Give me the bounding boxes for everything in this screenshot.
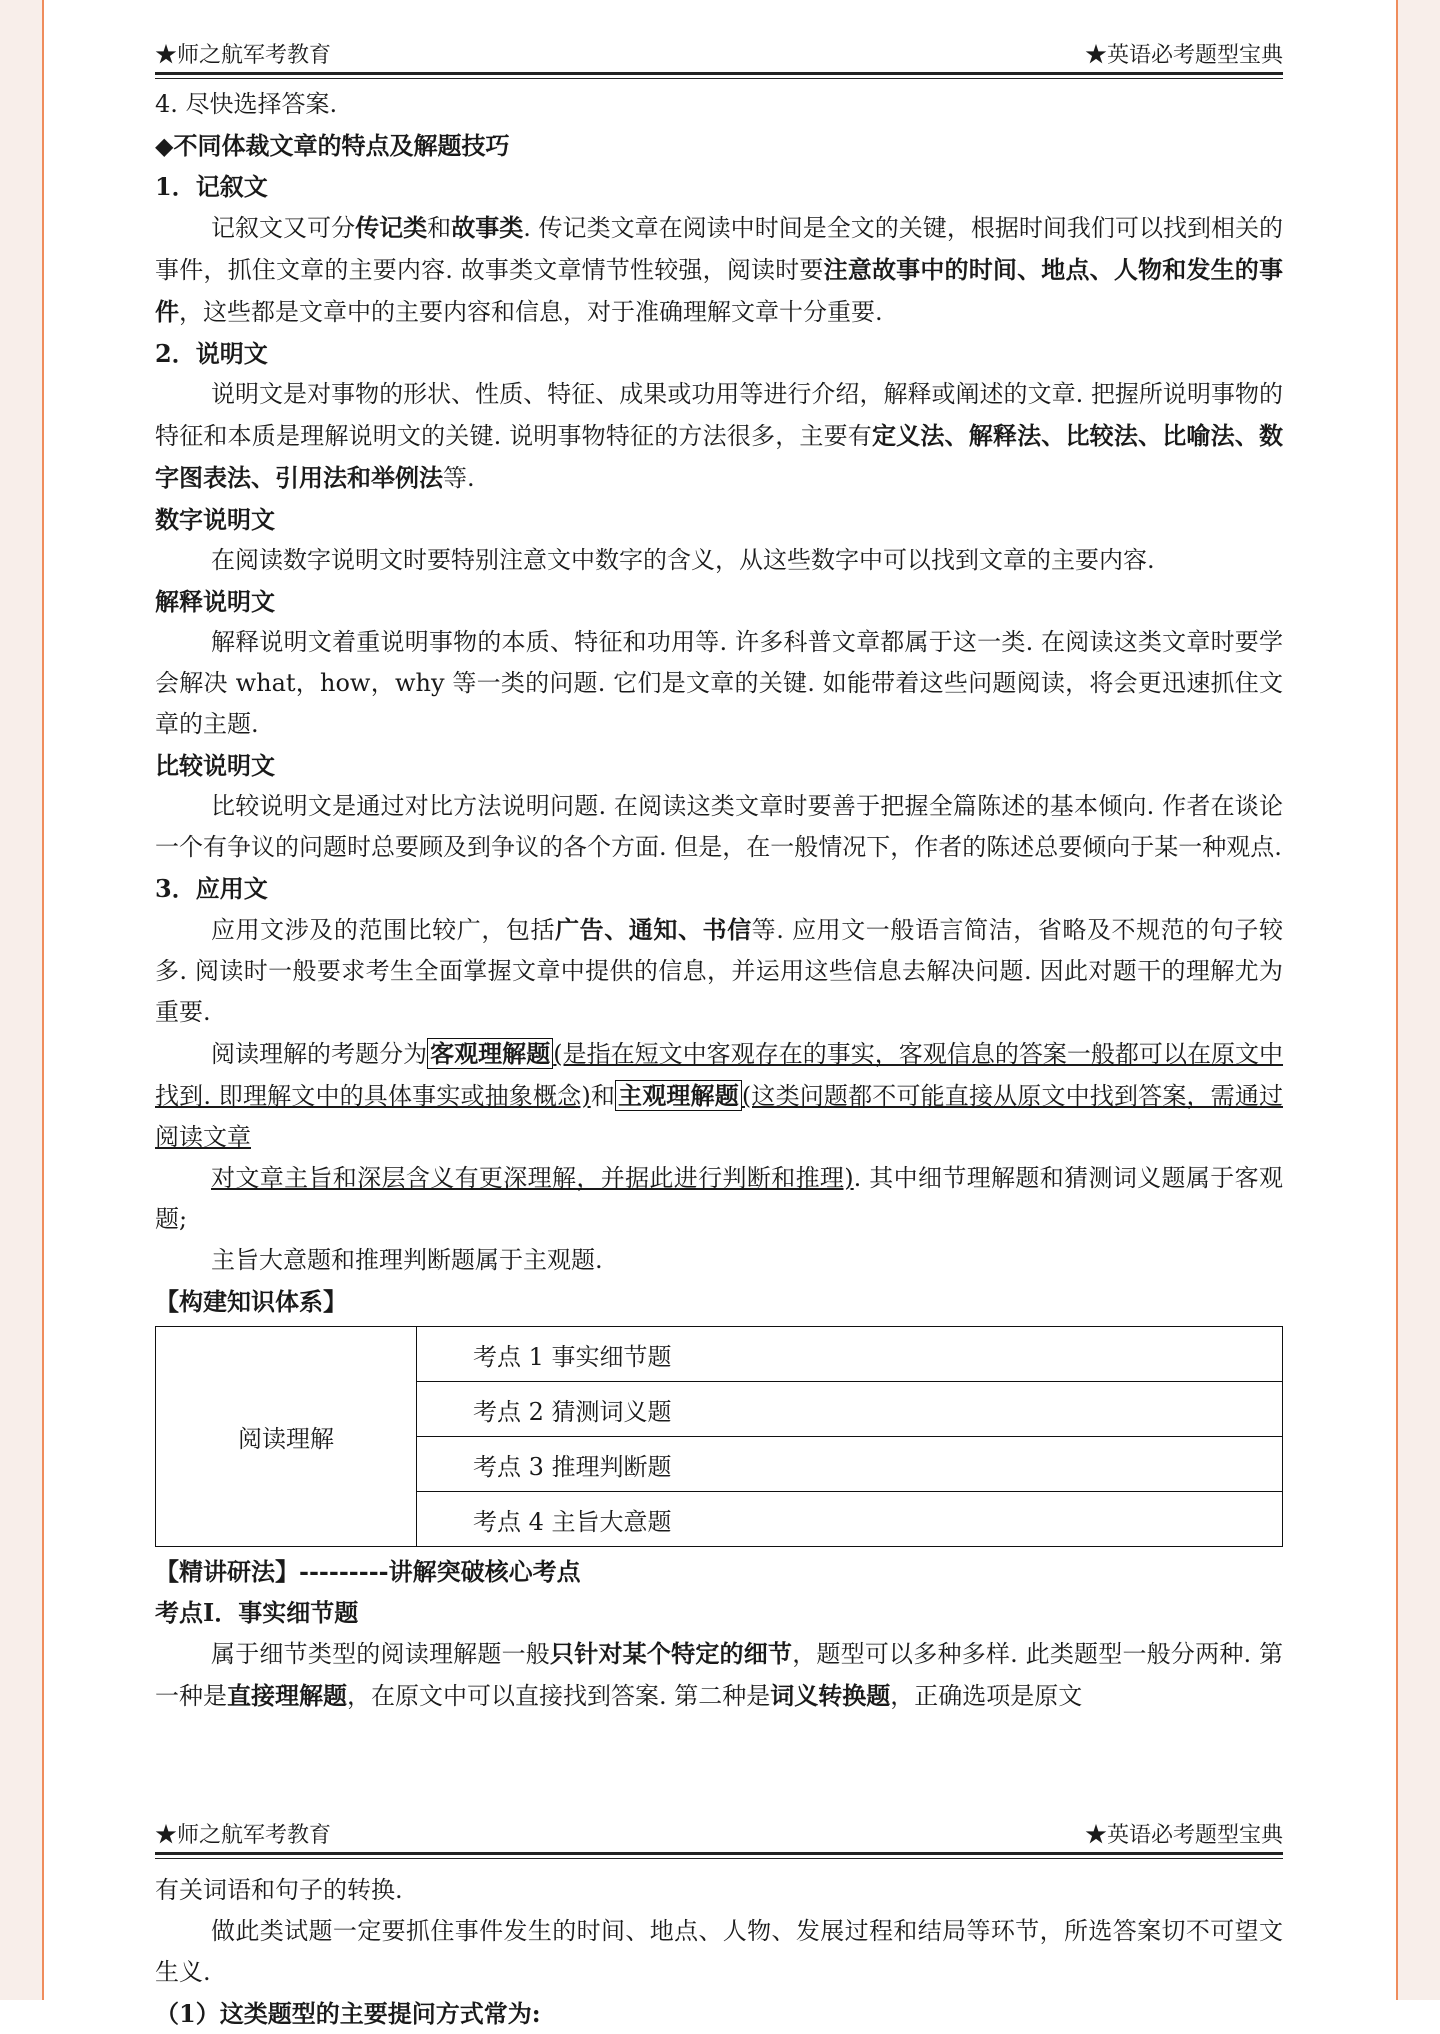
page-2-subheading: （1）这类题型的主要提问方式常为: bbox=[155, 1999, 541, 2028]
narrative-paragraph: 记叙文又可分传记类和故事类. 传记类文章在阅读中时间是全文的关键，根据时间我们可以找到相关的事件，抓住文章的主要内容. 故事类文章情节性较强，阅读时要注意故事中的时间、地点、人物和发生的事件，这些都是文章中的主要内容和信息，对于准确理解文章十分重要. bbox=[155, 213, 1284, 326]
page-2 bbox=[155, 1780, 1283, 2028]
header-rule-thin bbox=[155, 1858, 1283, 1859]
table-point-3: 考点 3 推理判断题 bbox=[417, 1437, 1283, 1492]
compare-paragraph: 比较说明文是通过对比方法说明问题. 在阅读这类文章时要善于把握全篇陈述的基本倾向. 作者在谈论一个有争议的问题时总要顾及到争议的各个方面. 但是，在一般情况下，作者的陈述总要倾向于某一种观点. bbox=[155, 792, 1283, 861]
header-left-title: ★师之航军考教育 bbox=[155, 43, 332, 68]
table-point-4: 考点 4 主旨大意题 bbox=[417, 1492, 1283, 1547]
page-2-body bbox=[155, 1870, 1283, 2034]
subjective-summary: 主旨大意题和推理判断题属于主观题. bbox=[211, 1246, 603, 1274]
page-1-body bbox=[155, 84, 1283, 1717]
left-frame-line bbox=[42, 0, 44, 2000]
page-2-paragraph: 做此类试题一定要抓住事件发生的时间、地点、人物、发展过程和结局等环节，所选答案切不可望文生义. bbox=[155, 1917, 1283, 1986]
point-1-paragraph: 属于细节类型的阅读理解题一般只针对某个特定的细节，题型可以多种多样. 此类题型一般分两种. 第一种是直接理解题，在原文中可以直接找到答案. 第二种是词义转换题，正确选项是原文 bbox=[155, 1639, 1284, 1710]
practical-heading: 3．应用文 bbox=[155, 874, 268, 903]
page-header bbox=[155, 0, 1283, 72]
build-knowledge-heading: 【构建知识体系】 bbox=[155, 1287, 347, 1316]
right-margin-band bbox=[1398, 0, 1440, 2000]
page-1 bbox=[155, 0, 1283, 1740]
expository-paragraph: 说明文是对事物的形状、性质、特征、成果或功用等进行介绍，解释或阐述的文章. 把握所说明事物的特征和本质是理解说明文的关键. 说明事物特征的方法很多，主要有定义法、解释法、比较法、比喻法、数字图表法、引用法和举例法等. bbox=[155, 380, 1283, 492]
table-main-cell: 阅读理解 bbox=[156, 1327, 417, 1547]
page-header bbox=[155, 1780, 1283, 1852]
compare-heading: 比较说明文 bbox=[155, 751, 275, 780]
explain-heading: 解释说明文 bbox=[155, 587, 275, 616]
page-2-line-1: 有关词语和句子的转换. bbox=[155, 1876, 403, 1904]
section-title: ◆不同体裁文章的特点及解题技巧 bbox=[155, 131, 510, 160]
header-rule bbox=[155, 1852, 1283, 1855]
table-point-1: 考点 1 事实细节题 bbox=[417, 1327, 1283, 1382]
numeric-heading: 数字说明文 bbox=[155, 505, 275, 534]
left-margin-band bbox=[0, 0, 42, 2000]
step-4-line: 4. 尽快选择答案. bbox=[155, 90, 338, 118]
header-right-title: ★英语必考题型宝典 bbox=[1084, 1823, 1283, 1848]
knowledge-table bbox=[155, 1326, 1283, 1547]
right-frame-line bbox=[1396, 0, 1398, 2000]
question-types-continued: 对文章主旨和深层含义有更深理解，并据此进行判断和推理). 其中细节理解题和猜测词义题属于客观题; bbox=[155, 1164, 1283, 1233]
point-1-heading: 考点Ⅰ．事实细节题 bbox=[155, 1598, 359, 1627]
expository-heading: 2．说明文 bbox=[155, 339, 268, 368]
explain-paragraph: 解释说明文着重说明事物的本质、特征和功用等. 许多科普文章都属于这一类. 在阅读这类文章时要学会解决 what，how，why 等一类的问题. 它们是文章的关键. 如能带着这些问题阅读，将会更迅速抓住文章的主题. bbox=[155, 628, 1283, 738]
numeric-paragraph: 在阅读数字说明文时要特别注意文中数字的含义，从这些数字中可以找到文章的主要内容. bbox=[211, 546, 1155, 574]
subjective-label: 主观理解题 bbox=[615, 1080, 742, 1111]
question-types-paragraph: 阅读理解的考题分为 客观理解题 (是指在短文中客观存在的事实，客观信息的答案一般都可以在原文中找到. 即理解文中的具体事实或抽象概念)和 主观理解题 (这类问题都不可能直接从原文中找到答案，需通过阅读文章 bbox=[155, 1039, 1284, 1151]
header-right-title: ★英语必考题型宝典 bbox=[1084, 43, 1283, 68]
lecture-heading: 【精讲研法】---------讲解突破核心考点 bbox=[155, 1557, 581, 1586]
objective-label: 客观理解题 bbox=[427, 1038, 553, 1069]
header-rule bbox=[155, 72, 1283, 75]
narrative-heading: 1．记叙文 bbox=[155, 172, 268, 201]
header-rule-thin bbox=[155, 78, 1283, 79]
table-point-2: 考点 2 猜测词义题 bbox=[417, 1382, 1283, 1437]
header-left-title: ★师之航军考教育 bbox=[155, 1823, 332, 1848]
practical-paragraph: 应用文涉及的范围比较广，包括广告、通知、书信等. 应用文一般语言简洁，省略及不规范的句子较多. 阅读时一般要求考生全面掌握文章中提供的信息，并运用这些信息去解决问题. 因此对题干的理解尤为重要. bbox=[155, 915, 1284, 1026]
